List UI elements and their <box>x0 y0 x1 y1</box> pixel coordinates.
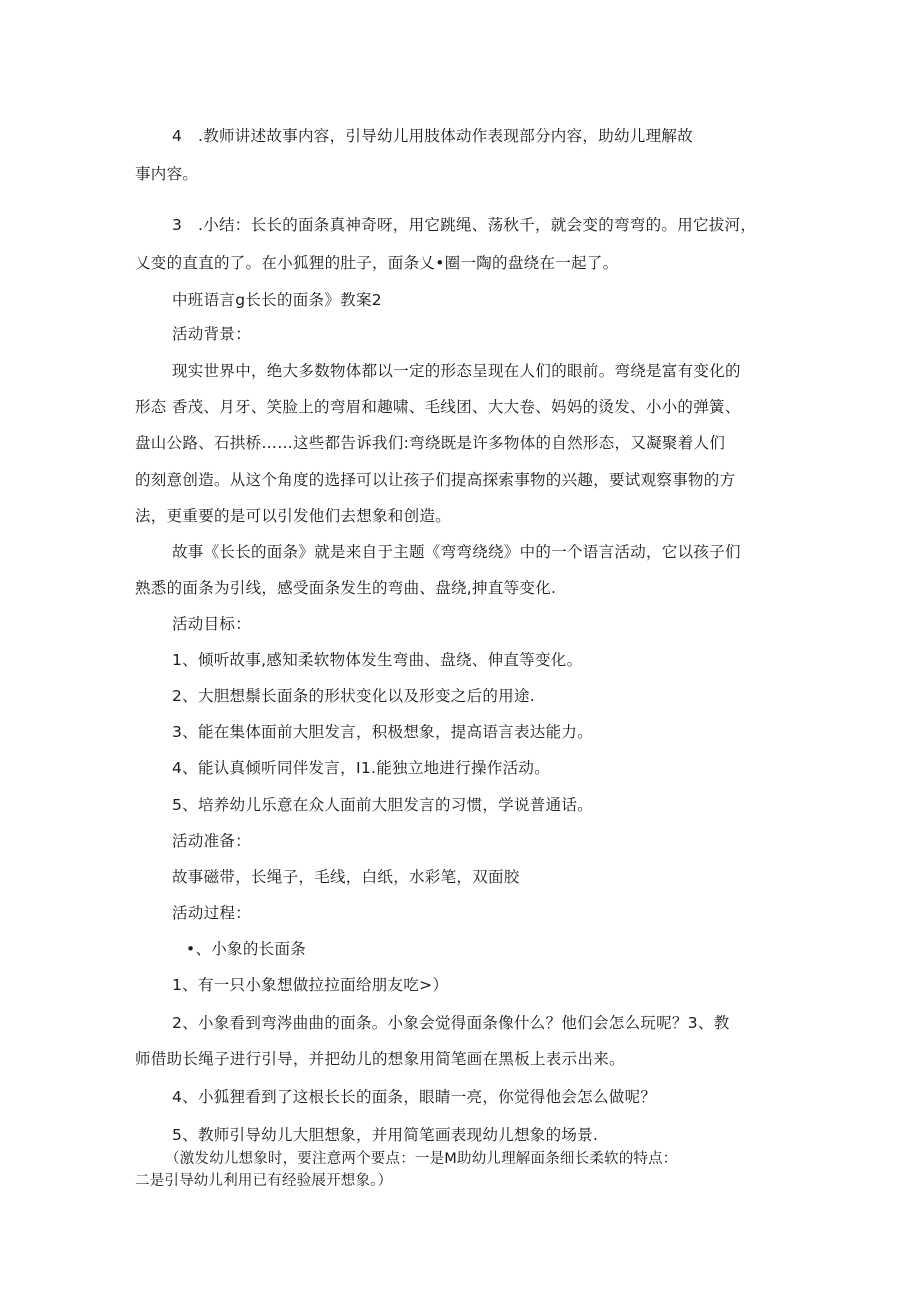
process-step5: 5、教师引导幼儿大胆想象，并用简笔画表现幼儿想象的场景. <box>172 1126 599 1144</box>
item4-line2: 事内容。 <box>135 165 199 183</box>
background-para1-line5: 法，更重要的是可以引发他们去想象和创造。 <box>135 507 452 525</box>
process-step2-line1: 2、小象看到弯涔曲曲的面条。小象会觉得面条像什么？他们会怎么玩呢？3、教 <box>172 1014 730 1032</box>
background-para2-line2: 熟悉的面条为引线，感受面条发生的弯曲、盘绕,抻直等变化. <box>135 579 557 597</box>
process-heading: 活动过程： <box>172 904 252 922</box>
goal-item-2: 2、大胆想鬃长面条的形状变化以及形变之后的用途. <box>172 687 535 705</box>
goal-item-5: 5、培养幼儿乐意在众人面前大胆发言的习惯，学说普通话。 <box>172 796 593 814</box>
process-step2-line2: 师借助长绳子进行引导，并把幼儿的想象用简笔画在黑板上表示出来。 <box>135 1050 625 1068</box>
goals-heading: 活动目标： <box>172 615 252 633</box>
process-step1: 1、有一只小象想做拉拉面给朋友吃>） <box>172 976 449 994</box>
goal-item-4: 4、能认真倾听同伴发言，I1.能独立地进行操作活动。 <box>172 759 551 777</box>
item4-line1: 4 .教师讲述故事内容，引导幼儿用肢体动作表现部分内容，助幼儿理解故 <box>172 127 693 145</box>
background-para1-line1: 现实世界中，绝大多数物体都以一定的形态呈现在人们的眼前。弯绕是富有变化的 <box>172 362 741 380</box>
background-para1-line4: 的刻意创造。从这个角度的选择可以让孩子们提高探索事物的兴趣，要试观察事物的方 <box>135 471 736 489</box>
process-note-line1: （激发幼儿想象时，要注意两个要点：一是M助幼儿理解面条细长柔软的特点： <box>165 1151 678 1167</box>
prep-text: 故事磁带，长绳子，毛线，白纸，水彩笔，双面胶 <box>172 868 520 886</box>
process-sub1: •、小象的长面条 <box>186 940 307 958</box>
summary-line1: 3 .小结：长长的面条真神奇呀，用它跳绳、荡秋千，就会变的弯弯的。用它拔河， <box>172 216 757 234</box>
summary-line2: 乂变的直直的了。在小狐狸的肚子，面条乂•圈一陶的盘绕在一起了。 <box>135 254 619 272</box>
process-step4: 4、小狐狸看到了这根长长的面条，眼睛一亮，你觉得他会怎么做呢？ <box>172 1088 657 1106</box>
background-para2-line1: 故事《长长的面条》就是来自于主题《弯弯绕绕》中的一个语言活动，它以孩子们 <box>172 543 741 561</box>
process-note-line2: 二是引导幼儿利用已有经验展开想象。） <box>135 1173 393 1189</box>
background-heading: 活动背景： <box>172 325 252 343</box>
goal-item-3: 3、能在集体面前大胆发言，积极想象，提高语言表达能力。 <box>172 723 593 741</box>
goal-item-1: 1、倾听故事,感知柔软物体发生弯曲、盘绕、伸直等变化。 <box>172 651 583 669</box>
lesson-title: 中班语言g长长的面条》教案2 <box>172 291 382 309</box>
background-para1-line3: 盘山公路、石拱桥……这些都告诉我们:弯绕既是许多物体的自然形态，又凝聚着人们 <box>135 434 726 452</box>
prep-heading: 活动准备： <box>172 832 252 850</box>
background-para1-line2: 形态 香茂、月牙、笑脸上的弯眉和趣啸、毛线团、大大卷、妈妈的烫发、小小的弹簧、 <box>135 398 741 416</box>
